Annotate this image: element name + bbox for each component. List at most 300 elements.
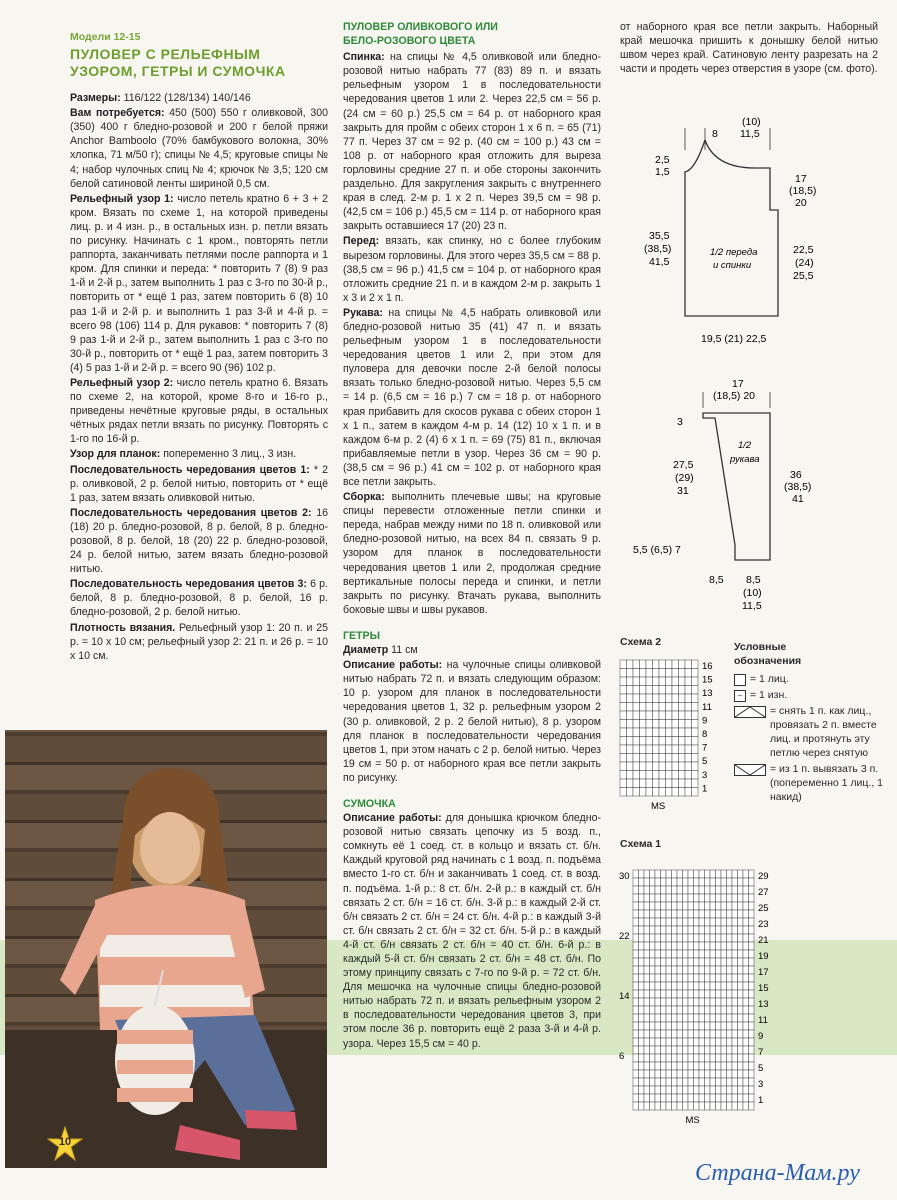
grid-cell [699, 910, 705, 918]
grid-cell [688, 1006, 694, 1014]
grid-cell [685, 779, 692, 788]
grid-cell [672, 1086, 678, 1094]
grid-cell [640, 677, 647, 686]
grid-cell [699, 1006, 705, 1014]
grid-cell [666, 982, 672, 990]
grid-cell [644, 1078, 650, 1086]
grid-cell [727, 1094, 733, 1102]
grid-cell [677, 1030, 683, 1038]
grid-cell [644, 910, 650, 918]
grid-cell [749, 1054, 755, 1062]
grid-cell [721, 1030, 727, 1038]
grid-cell [646, 677, 653, 686]
grid-cell [677, 1006, 683, 1014]
grid-cell [710, 934, 716, 942]
grid-cell [639, 958, 645, 966]
grid-cell [727, 966, 733, 974]
grid-cell [620, 660, 627, 669]
grid-cell [721, 1046, 727, 1054]
grid-cell [749, 1006, 755, 1014]
grid-cell [677, 910, 683, 918]
row-number: 13 [758, 999, 769, 1010]
grid-cell [727, 934, 733, 942]
grid-cell [721, 974, 727, 982]
grid-cell [683, 998, 689, 1006]
grid-cell [721, 1070, 727, 1078]
grid-cell [627, 754, 634, 763]
grid-cell [620, 788, 627, 797]
grid-cell [749, 1022, 755, 1030]
grid-cell [633, 711, 640, 720]
grid-cell [705, 1046, 711, 1054]
grid-cell [633, 998, 639, 1006]
grid-cell [666, 870, 672, 878]
grid-cell [677, 1078, 683, 1086]
grid-cell [688, 1086, 694, 1094]
grid-cell [633, 669, 640, 678]
grid-cell [743, 982, 749, 990]
grid-cell [661, 1038, 667, 1046]
grid-cell [727, 942, 733, 950]
grid-cell [749, 1086, 755, 1094]
row-number: 3 [702, 769, 708, 781]
row-number: 11 [758, 1015, 768, 1026]
grid-cell [661, 878, 667, 886]
grid-cell [683, 1094, 689, 1102]
grid-cell [749, 998, 755, 1006]
grid-cell [710, 886, 716, 894]
grid-cell [646, 686, 653, 695]
grid-cell [646, 737, 653, 746]
grid-cell [644, 878, 650, 886]
grid-cell [650, 966, 656, 974]
grid-cell [661, 966, 667, 974]
sleeve-bottom-right-3: 11,5 [742, 600, 762, 612]
grid-cell [653, 677, 660, 686]
grid-cell [732, 958, 738, 966]
grid-cell [644, 918, 650, 926]
grid-cell [620, 703, 627, 712]
grid-cell [655, 958, 661, 966]
grid-cell [633, 950, 639, 958]
grid-cell [666, 720, 673, 729]
grid-cell [620, 711, 627, 720]
grid-cell [749, 958, 755, 966]
grid-cell [688, 1070, 694, 1078]
grid-cell [639, 894, 645, 902]
sleeve-bottom-right-2: (10) [743, 587, 762, 599]
grid-cell [672, 677, 679, 686]
materials: Вам потребуется: 450 (500) 550 г оливковой, 300 (350) 400 г бледно-розовой и 200 г белой пряжи Anchor Bamboolo (70% бамбукового волокна, 30% хлопка, 71 м/50 г); спицы № 4,5; круговые спицы № 4; набор чулочных спиц № 4; крючок № 3,5; 120 см белой сатиновой ленты шириной 0,5 см. [70, 107, 328, 190]
grid-cell [666, 771, 673, 780]
grid-cell [732, 886, 738, 894]
row-number: 7 [702, 742, 708, 754]
grid-cell [738, 1078, 744, 1086]
grid-cell [640, 779, 647, 788]
grid-cell [646, 711, 653, 720]
row-number: 13 [702, 688, 713, 700]
grid-cell [633, 966, 639, 974]
grid-cell [727, 1046, 733, 1054]
grid-cell [655, 1054, 661, 1062]
grid-cell [699, 1022, 705, 1030]
grid-cell [650, 1046, 656, 1054]
grid-cell [633, 902, 639, 910]
grid-cell [688, 1078, 694, 1086]
grid-cell [705, 878, 711, 886]
grid-cell [705, 974, 711, 982]
grid-cell [699, 1102, 705, 1110]
grid-cell [732, 982, 738, 990]
sleeve-bottom-right-1: 8,5 [746, 574, 761, 586]
grid-cell [694, 1070, 700, 1078]
grid-cell [633, 728, 640, 737]
grid-cell [683, 958, 689, 966]
grid-cell [640, 694, 647, 703]
grid-cell [633, 1070, 639, 1078]
grid-cell [688, 998, 694, 1006]
grid-cell [677, 926, 683, 934]
grid-cell [666, 686, 673, 695]
shoulder-2: (18,5) [789, 185, 817, 197]
grid-cell [705, 1102, 711, 1110]
grid-cell [716, 950, 722, 958]
grid-cell [666, 762, 673, 771]
grid-cell [705, 894, 711, 902]
sizes: Размеры: 116/122 (128/134) 140/146 [70, 92, 251, 105]
grid-cell [721, 950, 727, 958]
grid-cell [738, 1070, 744, 1078]
body-label-2: и спинки [713, 260, 752, 271]
side-3: 25,5 [793, 270, 814, 282]
grid-cell [705, 1054, 711, 1062]
grid-cell [659, 660, 666, 669]
grid-cell [653, 686, 660, 695]
grid-cell [644, 1062, 650, 1070]
grid-cell [721, 942, 727, 950]
side-1: 22,5 [793, 244, 814, 256]
sleeve-top-1: 17 [732, 378, 744, 390]
grid-cell [688, 870, 694, 878]
grid-cell [672, 1022, 678, 1030]
grid-cell [659, 788, 666, 797]
grid-cell [650, 910, 656, 918]
grid-cell [692, 711, 699, 720]
grid-cell [650, 1038, 656, 1046]
grid-cell [743, 998, 749, 1006]
grid-cell [627, 720, 634, 729]
grid-cell [716, 926, 722, 934]
grid-cell [716, 1014, 722, 1022]
grid-cell [716, 982, 722, 990]
grid-cell [620, 669, 627, 678]
row-number: 1 [758, 1095, 764, 1106]
grid-cell [688, 878, 694, 886]
grid-cell [727, 950, 733, 958]
grid-cell [749, 950, 755, 958]
grid-cell [661, 1046, 667, 1054]
grid-cell [694, 870, 700, 878]
diameter: Диаметр 11 см [343, 644, 418, 657]
grid-cell [659, 745, 666, 754]
grid-cell [716, 990, 722, 998]
grid-cell [672, 926, 678, 934]
grid-cell [743, 1086, 749, 1094]
grid-cell [639, 1054, 645, 1062]
grid-cell [672, 1102, 678, 1110]
grid-cell [694, 1022, 700, 1030]
row-number-left: 22 [619, 931, 630, 942]
grid-cell [743, 1022, 749, 1030]
grid-cell [710, 902, 716, 910]
grid-cell [646, 745, 653, 754]
grid-cell [738, 918, 744, 926]
row-number-left: 6 [619, 1051, 625, 1062]
sleeve-left-2: (29) [675, 472, 694, 484]
grid-cell [639, 886, 645, 894]
grid-cell [666, 1086, 672, 1094]
grid-cell [627, 771, 634, 780]
grid-cell [688, 1054, 694, 1062]
row-number: 8 [702, 729, 708, 740]
grid-cell [705, 934, 711, 942]
grid-cell [646, 720, 653, 729]
grid-cell [738, 1022, 744, 1030]
grid-cell [688, 966, 694, 974]
grid-cell [705, 1006, 711, 1014]
grid-cell [743, 1078, 749, 1086]
grid-cell [627, 762, 634, 771]
grid-cell [694, 942, 700, 950]
grid-cell [666, 998, 672, 1006]
grid-cell [721, 1014, 727, 1022]
grid-cell [732, 1094, 738, 1102]
grid-cell [659, 669, 666, 678]
grid-cell [672, 745, 679, 754]
grid-cell [743, 1006, 749, 1014]
grid-cell [732, 1102, 738, 1110]
grid-cell [655, 974, 661, 982]
grid-cell [666, 1094, 672, 1102]
grid-cell [633, 894, 639, 902]
grid-cell [749, 1014, 755, 1022]
grid-cell [716, 886, 722, 894]
grid-cell [644, 894, 650, 902]
grid-cell [705, 1078, 711, 1086]
grid-cell [738, 1054, 744, 1062]
grid-cell [710, 998, 716, 1006]
grid-cell [627, 677, 634, 686]
grid-cell [672, 1014, 678, 1022]
grid-cell [655, 934, 661, 942]
grid-cell [661, 1030, 667, 1038]
grid-cell [721, 1102, 727, 1110]
grid-cell [677, 1070, 683, 1078]
grid-cell [666, 934, 672, 942]
grid-cell [694, 894, 700, 902]
row-number: 25 [758, 903, 769, 914]
grid-cell [644, 1046, 650, 1054]
grid-cell [732, 934, 738, 942]
grid-cell [633, 886, 639, 894]
grid-cell [650, 1070, 656, 1078]
grid-cell [620, 762, 627, 771]
grid-cell [677, 1102, 683, 1110]
grid-cell [640, 728, 647, 737]
grid-cell [639, 1022, 645, 1030]
grid-cell [716, 934, 722, 942]
grid-cell [650, 1006, 656, 1014]
grid-cell [721, 910, 727, 918]
grid-cell [639, 974, 645, 982]
grid-cell [679, 703, 686, 712]
front: Перед: вязать, как спинку, но с более глубоким вырезом горловины. Для этого через 35,5 см = 88 р. (38,5 см = 96 р.) 41,5 см = 104 р. от наборного края отложить средние 21 п. и в каждом 2-м р. закрыть 1 х 3 и 2 х 1 п. [343, 235, 601, 304]
grid-cell [633, 926, 639, 934]
sleeve-step: 3 [677, 416, 683, 428]
grid-cell [633, 1006, 639, 1014]
grid-cell [743, 934, 749, 942]
row-number: 7 [758, 1047, 764, 1058]
row-number: 17 [758, 967, 769, 978]
grid-cell [727, 974, 733, 982]
grid-cell [694, 910, 700, 918]
row-number-left: 14 [619, 991, 630, 1002]
schema-1-grid [615, 860, 775, 1130]
grid-cell [685, 686, 692, 695]
grid-cell [661, 1102, 667, 1110]
grid-cell [672, 660, 679, 669]
grid-cell [666, 990, 672, 998]
grid-cell [685, 703, 692, 712]
grid-cell [659, 720, 666, 729]
grid-cell [653, 771, 660, 780]
grid-cell [710, 1030, 716, 1038]
grid-cell [627, 745, 634, 754]
grid-cell [743, 878, 749, 886]
grid-cell [727, 1102, 733, 1110]
grid-cell [639, 990, 645, 998]
grid-cell [727, 958, 733, 966]
grid-cell [727, 902, 733, 910]
grid-cell [672, 788, 679, 797]
grid-cell [627, 669, 634, 678]
grid-cell [727, 894, 733, 902]
legend-decrease: = снять 1 п. как лиц., провязать 2 п. вместе лиц. и протянуть эту петлю через снятую [734, 704, 884, 760]
grid-cell [699, 926, 705, 934]
grid-cell [627, 694, 634, 703]
grid-cell [639, 1102, 645, 1110]
grid-cell [672, 779, 679, 788]
grid-cell [716, 878, 722, 886]
grid-cell [710, 910, 716, 918]
grid-cell [650, 1022, 656, 1030]
grid-cell [738, 1014, 744, 1022]
grid-cell [699, 974, 705, 982]
grid-cell [655, 918, 661, 926]
grid-cell [650, 998, 656, 1006]
grid-cell [716, 1070, 722, 1078]
grid-cell [666, 894, 672, 902]
grid-cell [672, 966, 678, 974]
grid-cell [677, 966, 683, 974]
shoulder-3: 20 [795, 197, 807, 209]
grid-cell [627, 779, 634, 788]
grid-cell [743, 958, 749, 966]
grid-cell [666, 958, 672, 966]
grid-cell [727, 1078, 733, 1086]
grid-cell [705, 918, 711, 926]
grid-cell [749, 1030, 755, 1038]
grid-cell [699, 1086, 705, 1094]
grid-cell [666, 886, 672, 894]
grid-cell [666, 1070, 672, 1078]
grid-cell [627, 737, 634, 746]
grid-cell [639, 982, 645, 990]
grid-cell [688, 990, 694, 998]
grid-cell [738, 1046, 744, 1054]
back: Спинка: на спицы № 4,5 оливковой или бледно-розовой нитью набрать 77 (83) 89 п. и вязать рельефным узором 1 в последовательности чередования цветов 1 или 2. Через 22,5 см = 56 р. (24 см = 60 р.) 25,5 см = 64 р. от наборного края закрыть для пройм с обеих сторон 1 х 6 п. = 65 (71) 77 п. Через 37 см = 92 р. (40 см = 100 р.) 43 см = 108 р. от наборного края отложить для выреза горловины средние 27 п. и обе стороны закончить раздельно. Для закругления закрыть с внутреннего края в след. 2-м р. 1 х 2 п. Через 39,5 см = 98 р. (42,5 см = 106 р.) 45,5 см = 114 р. от наборного края закрыть оставшиеся 17 (20) 23 п. [343, 51, 601, 233]
row-number: 15 [758, 983, 769, 994]
grid-cell [672, 1054, 678, 1062]
grid-cell [743, 966, 749, 974]
grid-cell [653, 660, 660, 669]
grid-cell [633, 958, 639, 966]
sleeve-label-1: 1/2 [738, 440, 752, 451]
grid-cell [661, 934, 667, 942]
grid-cell [749, 886, 755, 894]
grid-cell [688, 1038, 694, 1046]
grid-cell [716, 1054, 722, 1062]
grid-cell [633, 762, 640, 771]
grid-cell [716, 998, 722, 1006]
grid-cell [743, 1070, 749, 1078]
height-3: 41,5 [649, 256, 670, 268]
side-2: (24) [795, 257, 814, 269]
grid-cell [683, 918, 689, 926]
grid-cell [699, 942, 705, 950]
grid-cell [650, 1102, 656, 1110]
grid-cell [620, 771, 627, 780]
grid-cell [650, 974, 656, 982]
grid-cell [683, 974, 689, 982]
grid-cell [705, 926, 711, 934]
grid-cell [694, 998, 700, 1006]
grid-cell [683, 950, 689, 958]
grid-cell [705, 950, 711, 958]
grid-cell [692, 771, 699, 780]
grid-cell [661, 1062, 667, 1070]
grid-cell [640, 660, 647, 669]
grid-cell [749, 1070, 755, 1078]
color-sequence-2: Последовательность чередования цветов 2: 16 (18) 20 р. бледно-розовой, 8 р. белой, 8 р. бледно-розовой, 8 р. белой, 18 (20) 22 р. бледно-розовой, 24 р. белой нитью, затем вязать бледно-розовой нитью. [70, 506, 328, 576]
grid-cell [672, 762, 679, 771]
grid-cell [699, 966, 705, 974]
grid-cell [721, 982, 727, 990]
grid-cell [732, 910, 738, 918]
drop-2: 1,5 [655, 166, 670, 178]
drop-1: 2,5 [655, 154, 670, 166]
grid-cell [743, 926, 749, 934]
grid-cell [699, 1062, 705, 1070]
grid-cell [646, 694, 653, 703]
grid-cell [659, 754, 666, 763]
grid-cell [705, 1062, 711, 1070]
grid-cell [655, 910, 661, 918]
grid-cell [633, 918, 639, 926]
grid-cell [721, 902, 727, 910]
knit-symbol-icon [734, 674, 746, 686]
row-number-left: 30 [619, 871, 630, 882]
